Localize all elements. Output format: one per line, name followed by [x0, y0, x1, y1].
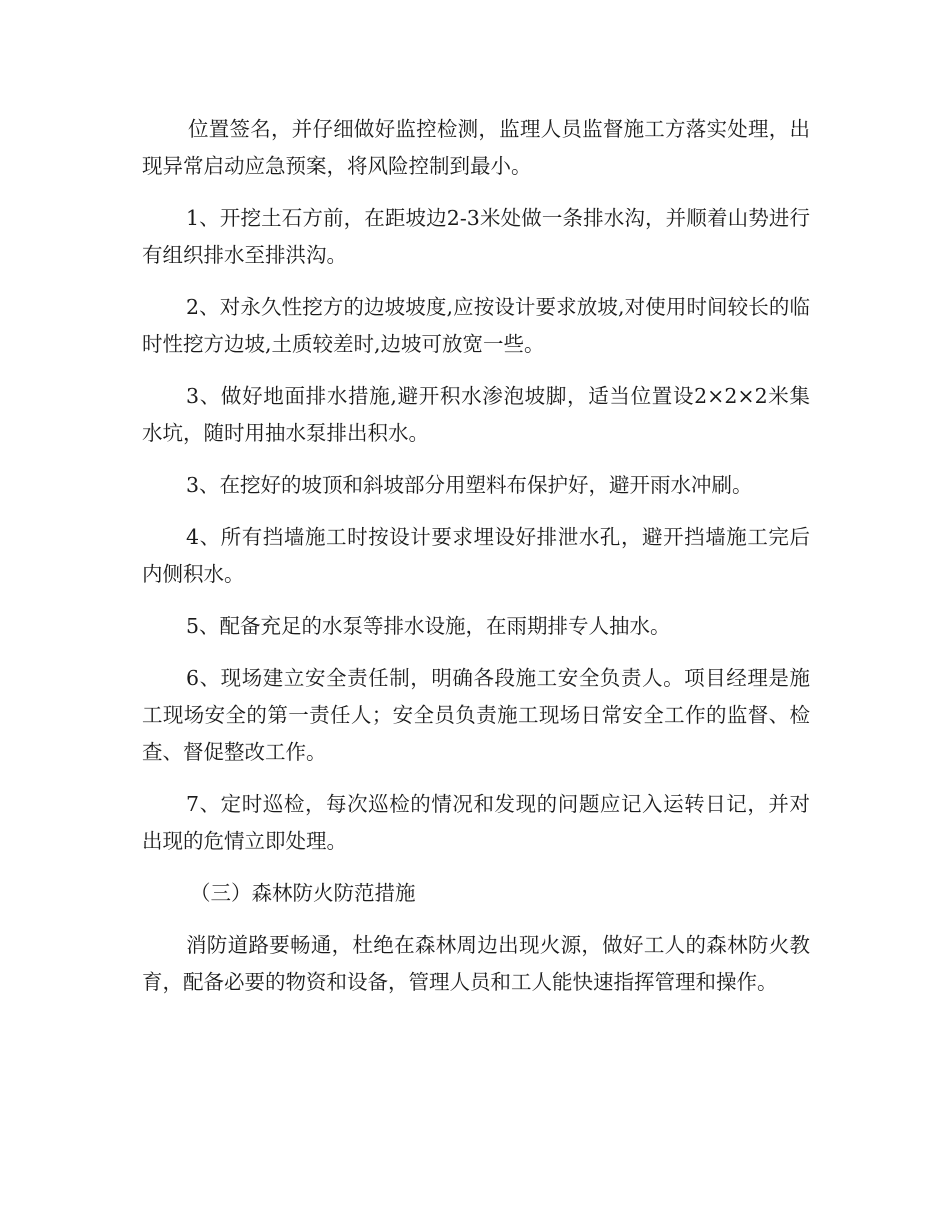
paragraph-item-7: 7、定时巡检，每次巡检的情况和发现的问题应记入运转日记，并对出现的危情立即处理。 [142, 792, 810, 853]
paragraph-item-2: 2、对永久性挖方的边坡坡度,应按设计要求放坡,对使用时间较长的临时性挖方边坡,土质较差时,边坡可放宽一些。 [142, 295, 810, 356]
section-heading: （三）森林防火防范措施 [190, 881, 416, 905]
paragraph-item-5: 5、配备充足的水泵等排水设施，在雨期排专人抽水。 [186, 614, 671, 638]
paragraph-item-3a: 3、做好地面排水措施,避开积水渗泡坡脚，适当位置设2×2×2米集水坑，随时用抽水泵排出积水。 [142, 384, 810, 445]
document-body [142, 111, 810, 1016]
paragraph-item-1: 1、开挖土石方前，在距坡边2-3米处做一条排水沟，并顺着山势进行有组织排水至排洪沟。 [142, 206, 810, 267]
paragraph-fire-prevention: 消防道路要畅通，杜绝在森林周边出现火源，做好工人的森林防火教育，配备必要的物资和设备，管理人员和工人能快速指挥管理和操作。 [142, 933, 810, 994]
paragraph-item-4: 4、所有挡墙施工时按设计要求埋设好排泄水孔，避开挡墙施工完后内侧积水。 [142, 525, 810, 586]
paragraph-continuation: 位置签名，并仔细做好监控检测，监理人员监督施工方落实处理，出现异常启动应急预案，将风险控制到最小。 [142, 117, 810, 178]
paragraph-item-6: 6、现场建立安全责任制，明确各段施工安全负责人。项目经理是施工现场安全的第一责任人；安全员负责施工现场日常安全工作的监督、检查、督促整改工作。 [142, 666, 810, 764]
paragraph-item-3b: 3、在挖好的坡顶和斜坡部分用塑料布保护好，避开雨水冲刷。 [186, 473, 753, 497]
